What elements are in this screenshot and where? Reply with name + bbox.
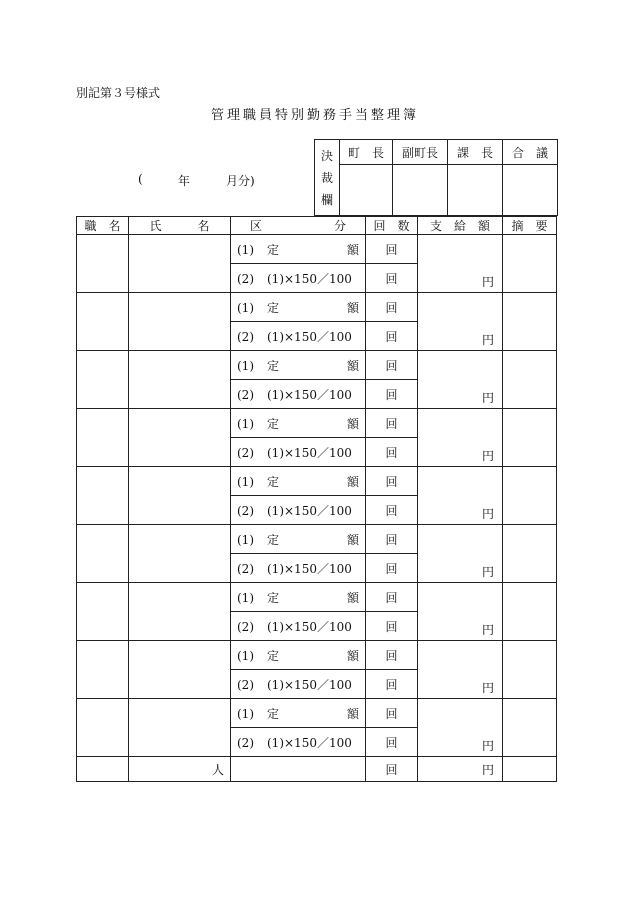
count-multiplier[interactable]: 回: [366, 612, 418, 641]
category-fixed: (1) 定 額: [231, 525, 366, 554]
document-title: 管理職員特別勤務手当整理簿: [210, 108, 419, 123]
category-fixed: (1) 定 額: [231, 409, 366, 438]
position-cell[interactable]: [77, 467, 129, 525]
header-count: 回 数: [366, 217, 418, 235]
category-multiplier: (2) (1)×150／100: [231, 496, 366, 525]
ledger-row: [77, 467, 557, 496]
ledger-row: [77, 235, 557, 264]
category-fixed: (1) 定 額: [231, 293, 366, 322]
count-multiplier[interactable]: 回: [366, 322, 418, 351]
position-cell[interactable]: [77, 235, 129, 293]
remarks-cell[interactable]: [503, 525, 557, 583]
approval-header-section-chief: 課 長: [448, 140, 503, 165]
header-position: 職 名: [77, 217, 129, 235]
header-amount: 支 給 額: [418, 217, 503, 235]
count-fixed[interactable]: 回: [366, 235, 418, 264]
approval-side-label: 決 裁 欄: [315, 140, 340, 216]
category-multiplier: (2) (1)×150／100: [231, 264, 366, 293]
name-cell[interactable]: [129, 409, 231, 467]
header-category: 区 分: [231, 217, 366, 235]
name-cell[interactable]: [129, 351, 231, 409]
form-number-label: 別記第３号様式: [76, 86, 161, 100]
position-cell[interactable]: [77, 409, 129, 467]
remarks-cell[interactable]: [503, 467, 557, 525]
count-fixed[interactable]: 回: [366, 583, 418, 612]
amount-cell[interactable]: 円: [418, 699, 503, 757]
remarks-cell[interactable]: [503, 351, 557, 409]
ledger-row: [77, 583, 557, 612]
count-multiplier[interactable]: 回: [366, 438, 418, 467]
period-year: 年: [178, 174, 191, 188]
ledger-row: [77, 351, 557, 380]
period-month: 月分): [226, 174, 255, 188]
name-cell[interactable]: [129, 699, 231, 757]
total-count: 回: [366, 757, 418, 782]
category-multiplier: (2) (1)×150／100: [231, 612, 366, 641]
total-position-cell: [77, 757, 129, 782]
position-cell[interactable]: [77, 583, 129, 641]
ledger-row: [77, 699, 557, 728]
category-fixed: (1) 定 額: [231, 699, 366, 728]
name-cell[interactable]: [129, 467, 231, 525]
total-amount: 円: [418, 757, 503, 782]
category-multiplier: (2) (1)×150／100: [231, 380, 366, 409]
approval-stamp-consultation[interactable]: [503, 165, 558, 216]
allowance-ledger-table: [76, 216, 557, 782]
amount-cell[interactable]: 円: [418, 235, 503, 293]
category-fixed: (1) 定 額: [231, 235, 366, 264]
count-fixed[interactable]: 回: [366, 467, 418, 496]
period-open: (: [138, 172, 143, 186]
approval-box: [314, 139, 558, 216]
remarks-cell[interactable]: [503, 409, 557, 467]
count-multiplier[interactable]: 回: [366, 496, 418, 525]
amount-cell[interactable]: 円: [418, 641, 503, 699]
approval-stamp-section-chief[interactable]: [448, 165, 503, 216]
amount-cell[interactable]: 円: [418, 293, 503, 351]
category-multiplier: (2) (1)×150／100: [231, 438, 366, 467]
amount-cell[interactable]: 円: [418, 583, 503, 641]
count-fixed[interactable]: 回: [366, 699, 418, 728]
total-persons: 人: [129, 757, 231, 782]
name-cell[interactable]: [129, 293, 231, 351]
category-fixed: (1) 定 額: [231, 641, 366, 670]
category-multiplier: (2) (1)×150／100: [231, 728, 366, 757]
name-cell[interactable]: [129, 641, 231, 699]
remarks-cell[interactable]: [503, 641, 557, 699]
position-cell[interactable]: [77, 351, 129, 409]
remarks-cell[interactable]: [503, 235, 557, 293]
category-multiplier: (2) (1)×150／100: [231, 554, 366, 583]
count-fixed[interactable]: 回: [366, 409, 418, 438]
header-remarks: 摘 要: [503, 217, 557, 235]
position-cell[interactable]: [77, 699, 129, 757]
count-fixed[interactable]: 回: [366, 641, 418, 670]
category-multiplier: (2) (1)×150／100: [231, 322, 366, 351]
approval-header-consultation: 合 議: [503, 140, 558, 165]
count-multiplier[interactable]: 回: [366, 728, 418, 757]
total-remarks-cell: [503, 757, 557, 782]
total-category-cell: [231, 757, 366, 782]
approval-header-mayor: 町 長: [340, 140, 393, 165]
header-name: 氏 名: [129, 217, 231, 235]
approval-stamp-vice-mayor[interactable]: [393, 165, 448, 216]
position-cell[interactable]: [77, 641, 129, 699]
ledger-row: [77, 641, 557, 670]
remarks-cell[interactable]: [503, 293, 557, 351]
amount-cell[interactable]: 円: [418, 467, 503, 525]
name-cell[interactable]: [129, 525, 231, 583]
ledger-row: [77, 293, 557, 322]
amount-cell[interactable]: 円: [418, 409, 503, 467]
approval-header-vice-mayor: 副町長: [393, 140, 448, 165]
amount-cell[interactable]: 円: [418, 525, 503, 583]
count-multiplier[interactable]: 回: [366, 670, 418, 699]
count-fixed[interactable]: 回: [366, 351, 418, 380]
category-fixed: (1) 定 額: [231, 583, 366, 612]
count-multiplier[interactable]: 回: [366, 380, 418, 409]
name-cell[interactable]: [129, 583, 231, 641]
count-multiplier[interactable]: 回: [366, 264, 418, 293]
category-fixed: (1) 定 額: [231, 351, 366, 380]
count-fixed[interactable]: 回: [366, 293, 418, 322]
remarks-cell[interactable]: [503, 583, 557, 641]
position-cell[interactable]: [77, 525, 129, 583]
approval-stamp-mayor[interactable]: [340, 165, 393, 216]
name-cell[interactable]: [129, 235, 231, 293]
category-multiplier: (2) (1)×150／100: [231, 670, 366, 699]
count-fixed[interactable]: 回: [366, 525, 418, 554]
remarks-cell[interactable]: [503, 699, 557, 757]
amount-cell[interactable]: 円: [418, 351, 503, 409]
ledger-row: [77, 409, 557, 438]
category-fixed: (1) 定 額: [231, 467, 366, 496]
ledger-row: [77, 525, 557, 554]
position-cell[interactable]: [77, 293, 129, 351]
count-multiplier[interactable]: 回: [366, 554, 418, 583]
